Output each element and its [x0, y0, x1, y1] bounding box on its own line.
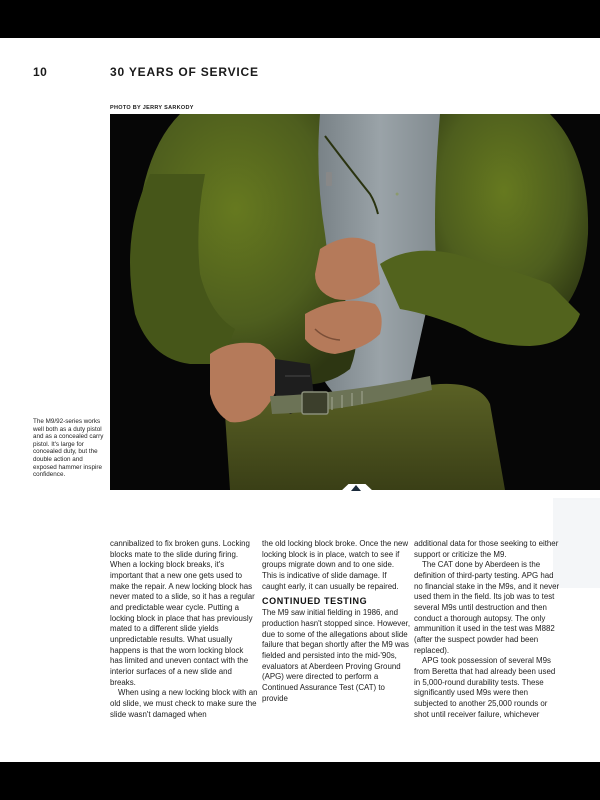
- article-column-3: [414, 539, 562, 720]
- paragraph: When using a new locking block with an old slide, we must check to make sure the slide wasn't damaged when: [110, 688, 258, 719]
- logo-embroidery: ●: [395, 191, 400, 198]
- section-subhead: CONTINUED TESTING: [262, 596, 368, 607]
- paragraph: The CAT done by Aberdeen is the definition of third-party testing. APG had no financial stake in the M9s, and it never used them in the field. Its job was to test several M9s until destruction and then conduct a thorough autopsy. The only ammunition it used in the test was M882 (after the suspect powder had been replaced).: [414, 560, 560, 655]
- magazine-page: [0, 38, 600, 762]
- photo-credit: PHOTO BY JERRY SARKODY: [110, 105, 194, 111]
- top-black-bar: [0, 0, 600, 38]
- article-column-2: [262, 539, 410, 704]
- bottom-black-bar: [0, 762, 600, 800]
- page-number: 10: [33, 65, 48, 79]
- paragraph: The M9 saw initial fielding in 1986, and production hasn't stopped since. However, due to some of the allegations about slide failure that began shortly after the M9 was fielded and persisted into the mid-'90s, evaluators at Aberdeen Proving Ground (APG) were directed to perform a Continued Assurance Test (CAT) to provide: [262, 608, 411, 703]
- photo-illustration: [110, 114, 600, 490]
- paragraph: additional data for those seeking to either support or criticize the M9.: [414, 539, 559, 559]
- section-title: 30 YEARS OF SERVICE: [110, 65, 259, 79]
- paragraph: cannibalized to fix broken guns. Locking blocks mate to the slide during firing. When a locking block breaks, it's important that a new one gets used to make the repair. A new locking block has never mated to a slide, so it has a regular and predictable wear cycle. Putting a locking block in place that has previously mated to a different slide yields unpredictable results. What usually happens is that the worn locking block has limited and uneven contact with the interior surfaces of a new slide and breaks.: [110, 539, 255, 687]
- paragraph: the old locking block broke. Once the new locking block is in place, watch to see if groups migrate down and to one side. This is indicative of slide damage. If caught early, it can usually be repaired.: [262, 539, 409, 591]
- article-column-1: [110, 539, 258, 720]
- up-arrow-icon: [351, 485, 361, 491]
- article-photo: [110, 114, 600, 490]
- paragraph: APG took possession of several M9s from Beretta that had already been used in 5,000-round durability tests. These significantly used M9s were then subjected to another 25,000 rounds or shot until receiver failure, whichever: [414, 656, 556, 719]
- photo-caption: The M9/92-series works well both as a duty pistol and as a concealed carry pistol. It's large for concealed duty, but the double action and exposed hammer inspire confidence.: [33, 418, 104, 479]
